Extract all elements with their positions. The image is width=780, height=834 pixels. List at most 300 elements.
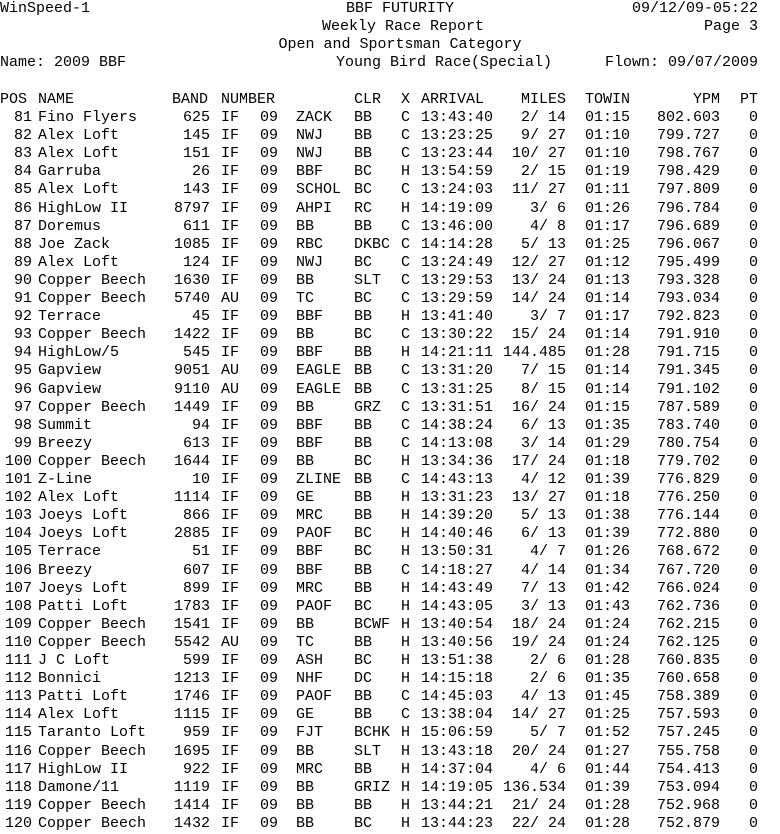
cell-type: IF <box>221 452 240 470</box>
cell-x: H <box>401 724 411 742</box>
cell-year: 09 <box>260 217 279 235</box>
cell-arrival: 13:38:04 <box>421 706 494 724</box>
cell-ypm: 796.067 <box>656 235 720 253</box>
report-header-line-3 <box>0 36 780 54</box>
cell-type: IF <box>221 652 240 669</box>
cell-towin: 01:44 <box>585 760 631 778</box>
cell-type: IF <box>221 163 240 181</box>
cell-pos: 93 <box>13 326 32 344</box>
cell-ypm: 752.879 <box>656 814 720 832</box>
cell-miles: 13/ 27 <box>511 489 566 507</box>
cell-club: PAOF <box>296 688 333 706</box>
cell-clr: BB <box>354 471 373 488</box>
cell-name: Summit <box>38 416 93 434</box>
cell-pos: 97 <box>13 398 32 416</box>
cell-club: BB <box>296 778 315 796</box>
table-row <box>0 344 780 362</box>
cell-x: H <box>401 543 411 561</box>
cell-year: 09 <box>260 271 279 289</box>
cell-ypm: 795.499 <box>656 253 720 271</box>
cell-x: C <box>401 217 411 235</box>
cell-pt: 0 <box>748 796 758 814</box>
column-x: X <box>401 91 411 108</box>
cell-clr: BB <box>354 507 373 525</box>
cell-towin: 01:17 <box>585 308 631 326</box>
cell-club: PAOF <box>296 597 333 615</box>
cell-x: C <box>401 688 411 706</box>
cell-name: Gapview <box>38 380 102 398</box>
table-row <box>0 272 780 290</box>
cell-x: H <box>401 670 411 688</box>
cell-year: 09 <box>260 434 279 452</box>
cell-club: GE <box>296 489 315 507</box>
cell-arrival: 13:24:49 <box>421 253 494 271</box>
cell-pt: 0 <box>748 217 758 235</box>
cell-pt: 0 <box>748 308 758 326</box>
cell-pt: 0 <box>748 253 758 271</box>
cell-arrival: 14:40:46 <box>421 525 494 543</box>
cell-x: H <box>401 525 411 543</box>
cell-pos: 98 <box>13 416 32 434</box>
cell-pt: 0 <box>748 543 758 561</box>
cell-year: 09 <box>260 579 279 597</box>
cell-type: IF <box>221 796 240 814</box>
cell-club: BB <box>296 398 315 416</box>
cell-towin: 01:24 <box>585 633 631 651</box>
cell-clr: BB <box>354 579 373 597</box>
cell-club: BB <box>296 271 315 289</box>
cell-clr: GRZ <box>354 398 382 416</box>
cell-club: MRC <box>296 507 324 525</box>
cell-year: 09 <box>260 525 279 543</box>
column-miles: MILES <box>520 91 566 108</box>
cell-x: C <box>401 398 411 416</box>
table-row <box>0 308 780 326</box>
cell-band: 5740 <box>173 290 210 307</box>
cell-year: 09 <box>260 308 279 326</box>
cell-pos: 114 <box>4 706 32 724</box>
cell-name: Joe Zack <box>38 235 111 253</box>
table-row <box>0 471 780 489</box>
cell-pos: 102 <box>4 489 32 507</box>
cell-ypm: 780.754 <box>656 434 720 452</box>
cell-band: 1422 <box>173 326 210 344</box>
cell-clr: GRIZ <box>354 778 391 796</box>
cell-year: 09 <box>260 199 279 217</box>
cell-pt: 0 <box>748 706 758 724</box>
cell-towin: 01:28 <box>585 814 631 832</box>
cell-x: C <box>401 271 411 289</box>
cell-arrival: 14:19:05 <box>421 778 494 796</box>
cell-pt: 0 <box>748 471 758 488</box>
cell-miles: 12/ 27 <box>511 253 566 271</box>
cell-club: NWJ <box>296 127 324 145</box>
page-number: Page 3 <box>703 18 758 35</box>
cell-x: C <box>401 109 411 126</box>
cell-arrival: 15:06:59 <box>421 724 494 742</box>
cell-type: IF <box>221 579 240 597</box>
cell-arrival: 14:45:03 <box>421 688 494 706</box>
cell-ypm: 787.589 <box>656 398 720 416</box>
column-clr: CLR <box>354 91 382 108</box>
cell-towin: 01:28 <box>585 344 631 362</box>
cell-x: H <box>401 796 411 814</box>
cell-ypm: 779.702 <box>656 452 720 470</box>
cell-club: ASH <box>296 652 324 669</box>
cell-towin: 01:26 <box>585 199 631 217</box>
cell-name: Taranto Loft <box>38 724 147 742</box>
cell-clr: BC <box>354 597 373 615</box>
cell-clr: BB <box>354 308 373 326</box>
cell-arrival: 13:23:44 <box>421 145 494 163</box>
table-row <box>0 743 780 761</box>
cell-type: IF <box>221 109 240 126</box>
cell-club: BBF <box>296 416 324 434</box>
cell-type: IF <box>221 308 240 326</box>
table-row <box>0 290 780 308</box>
cell-towin: 01:27 <box>585 742 631 760</box>
cell-band: 145 <box>182 127 210 145</box>
cell-miles: 3/ 14 <box>520 434 566 452</box>
cell-pos: 113 <box>4 688 32 706</box>
cell-clr: BCHK <box>354 724 391 742</box>
race-type: Young Bird Race(Special) <box>336 54 553 71</box>
cell-band: 1119 <box>173 778 210 796</box>
cell-pos: 89 <box>13 253 32 271</box>
cell-towin: 01:45 <box>585 688 631 706</box>
cell-towin: 01:34 <box>585 561 631 579</box>
cell-pos: 82 <box>13 127 32 145</box>
cell-name: Garruba <box>38 163 102 181</box>
cell-ypm: 791.715 <box>656 344 720 362</box>
cell-band: 10 <box>191 471 210 488</box>
report-datetime: 09/12/09-05:22 <box>631 0 758 17</box>
cell-band: 1213 <box>173 670 210 688</box>
cell-towin: 01:39 <box>585 525 631 543</box>
cell-year: 09 <box>260 380 279 398</box>
cell-pos: 115 <box>4 724 32 742</box>
cell-x: C <box>401 561 411 579</box>
cell-pt: 0 <box>748 344 758 362</box>
cell-x: H <box>401 633 411 651</box>
cell-club: EAGLE <box>296 380 342 398</box>
cell-arrival: 13:40:56 <box>421 633 494 651</box>
cell-towin: 01:12 <box>585 253 631 271</box>
cell-type: IF <box>221 543 240 561</box>
cell-ypm: 793.034 <box>656 290 720 307</box>
table-row <box>0 163 780 181</box>
cell-ypm: 754.413 <box>656 760 720 778</box>
cell-clr: BC <box>354 181 373 199</box>
cell-x: H <box>401 579 411 597</box>
cell-ypm: 757.245 <box>656 724 720 742</box>
cell-arrival: 13:44:21 <box>421 796 494 814</box>
cell-arrival: 13:34:36 <box>421 452 494 470</box>
cell-miles: 6/ 13 <box>520 416 566 434</box>
cell-arrival: 14:15:18 <box>421 670 494 688</box>
cell-arrival: 13:43:40 <box>421 109 494 126</box>
cell-miles: 4/ 13 <box>520 688 566 706</box>
cell-type: IF <box>221 706 240 724</box>
cell-ypm: 792.823 <box>656 308 720 326</box>
table-row <box>0 562 780 580</box>
cell-name: Alex Loft <box>38 253 120 271</box>
cell-pt: 0 <box>748 724 758 742</box>
cell-band: 51 <box>191 543 210 561</box>
table-row <box>0 109 780 127</box>
cell-name: J C Loft <box>38 652 111 669</box>
cell-club: BBF <box>296 163 324 181</box>
cell-clr: RC <box>354 199 373 217</box>
cell-band: 1644 <box>173 452 210 470</box>
cell-towin: 01:15 <box>585 398 631 416</box>
cell-type: IF <box>221 253 240 271</box>
cell-x: C <box>401 127 411 145</box>
cell-arrival: 13:31:23 <box>421 489 494 507</box>
cell-pt: 0 <box>748 271 758 289</box>
cell-ypm: 760.658 <box>656 670 720 688</box>
cell-ypm: 798.767 <box>656 145 720 163</box>
cell-year: 09 <box>260 561 279 579</box>
table-row <box>0 761 780 779</box>
table-row <box>0 507 780 525</box>
cell-name: HighLow II <box>38 199 129 217</box>
cell-pt: 0 <box>748 597 758 615</box>
cell-clr: BB <box>354 633 373 651</box>
cell-club: BB <box>296 452 315 470</box>
cell-type: IF <box>221 688 240 706</box>
cell-type: IF <box>221 344 240 362</box>
cell-band: 1414 <box>173 796 210 814</box>
cell-arrival: 14:18:27 <box>421 561 494 579</box>
cell-clr: BB <box>354 434 373 452</box>
table-row <box>0 670 780 688</box>
report-header-line-1 <box>0 0 780 18</box>
cell-ypm: 776.829 <box>656 471 720 488</box>
cell-band: 1746 <box>173 688 210 706</box>
cell-x: C <box>401 326 411 344</box>
cell-name: Copper Beech <box>38 615 147 633</box>
cell-band: 1541 <box>173 615 210 633</box>
cell-arrival: 14:39:20 <box>421 507 494 525</box>
cell-arrival: 13:50:31 <box>421 543 494 561</box>
cell-pt: 0 <box>748 235 758 253</box>
cell-ypm: 791.102 <box>656 380 720 398</box>
table-row <box>0 706 780 724</box>
flown-date: Flown: 09/07/2009 <box>604 54 758 71</box>
cell-arrival: 13:46:00 <box>421 217 494 235</box>
cell-miles: 5/ 7 <box>529 724 566 742</box>
cell-ypm: 752.968 <box>656 796 720 814</box>
table-row <box>0 127 780 145</box>
cell-miles: 21/ 24 <box>511 796 566 814</box>
cell-arrival: 13:31:20 <box>421 362 494 380</box>
category-title: Open and Sportsman Category <box>278 36 522 53</box>
cell-club: BB <box>296 326 315 344</box>
cell-club: MRC <box>296 760 324 778</box>
cell-clr: BB <box>354 489 373 507</box>
table-row <box>0 254 780 272</box>
cell-year: 09 <box>260 814 279 832</box>
cell-club: BB <box>296 814 315 832</box>
cell-club: MRC <box>296 579 324 597</box>
cell-miles: 11/ 27 <box>511 181 566 199</box>
cell-clr: BC <box>354 253 373 271</box>
table-row <box>0 688 780 706</box>
table-row <box>0 381 780 399</box>
column-towin: TOWIN <box>585 91 631 108</box>
cell-miles: 13/ 24 <box>511 271 566 289</box>
cell-towin: 01:39 <box>585 471 631 488</box>
cell-ypm: 793.328 <box>656 271 720 289</box>
cell-x: C <box>401 290 411 307</box>
cell-club: NHF <box>296 670 324 688</box>
cell-type: IF <box>221 561 240 579</box>
cell-type: IF <box>221 326 240 344</box>
cell-towin: 01:35 <box>585 416 631 434</box>
cell-name: Alex Loft <box>38 489 120 507</box>
cell-club: BBF <box>296 434 324 452</box>
table-row <box>0 435 780 453</box>
column-header-row <box>0 91 780 109</box>
cell-name: Breezy <box>38 434 93 452</box>
cell-year: 09 <box>260 181 279 199</box>
cell-pt: 0 <box>748 163 758 181</box>
cell-name: Fino Flyers <box>38 109 138 126</box>
cell-pos: 105 <box>4 543 32 561</box>
cell-towin: 01:42 <box>585 579 631 597</box>
cell-pos: 90 <box>13 271 32 289</box>
cell-ypm: 776.250 <box>656 489 720 507</box>
cell-ypm: 802.603 <box>656 109 720 126</box>
cell-type: AU <box>221 633 240 651</box>
cell-x: C <box>401 380 411 398</box>
cell-arrival: 14:14:28 <box>421 235 494 253</box>
cell-x: H <box>401 507 411 525</box>
cell-x: H <box>401 199 411 217</box>
cell-name: Copper Beech <box>38 326 147 344</box>
cell-x: C <box>401 434 411 452</box>
cell-pos: 108 <box>4 597 32 615</box>
cell-type: IF <box>221 145 240 163</box>
cell-name: Copper Beech <box>38 271 147 289</box>
cell-type: IF <box>221 235 240 253</box>
cell-arrival: 13:29:53 <box>421 271 494 289</box>
cell-type: IF <box>221 814 240 832</box>
cell-pos: 110 <box>4 633 32 651</box>
cell-clr: BB <box>354 688 373 706</box>
cell-year: 09 <box>260 253 279 271</box>
cell-name: Copper Beech <box>38 796 147 814</box>
cell-type: IF <box>221 217 240 235</box>
cell-pos: 119 <box>4 796 32 814</box>
cell-type: IF <box>221 398 240 416</box>
cell-club: BB <box>296 615 315 633</box>
cell-name: HighLow II <box>38 760 129 778</box>
cell-band: 613 <box>182 434 210 452</box>
cell-pt: 0 <box>748 181 758 199</box>
cell-clr: BB <box>354 217 373 235</box>
cell-band: 124 <box>182 253 210 271</box>
cell-name: Patti Loft <box>38 688 129 706</box>
cell-club: NWJ <box>296 253 324 271</box>
cell-name: Joeys Loft <box>38 507 129 525</box>
cell-pt: 0 <box>748 561 758 579</box>
cell-clr: BC <box>354 525 373 543</box>
cell-band: 607 <box>182 561 210 579</box>
cell-pt: 0 <box>748 109 758 126</box>
cell-x: H <box>401 760 411 778</box>
column-arrival: ARRIVAL <box>421 91 485 108</box>
cell-name: Alex Loft <box>38 145 120 163</box>
cell-x: C <box>401 181 411 199</box>
cell-ypm: 798.429 <box>656 163 720 181</box>
table-row <box>0 797 780 815</box>
cell-type: IF <box>221 724 240 742</box>
cell-pt: 0 <box>748 398 758 416</box>
cell-pos: 84 <box>13 163 32 181</box>
cell-ypm: 757.593 <box>656 706 720 724</box>
cell-arrival: 13:40:54 <box>421 615 494 633</box>
cell-miles: 9/ 27 <box>520 127 566 145</box>
cell-band: 26 <box>191 163 210 181</box>
column-band: BAND <box>172 91 209 108</box>
cell-x: H <box>401 742 411 760</box>
cell-pt: 0 <box>748 652 758 669</box>
cell-name: Joeys Loft <box>38 579 129 597</box>
cell-club: ZLINE <box>296 471 342 488</box>
cell-type: IF <box>221 199 240 217</box>
cell-clr: BC <box>354 452 373 470</box>
cell-miles: 7/ 15 <box>520 362 566 380</box>
cell-year: 09 <box>260 670 279 688</box>
cell-clr: BB <box>354 796 373 814</box>
cell-miles: 5/ 13 <box>520 235 566 253</box>
cell-type: IF <box>221 271 240 289</box>
table-row <box>0 145 780 163</box>
cell-ypm: 753.094 <box>656 778 720 796</box>
table-row <box>0 218 780 236</box>
cell-year: 09 <box>260 796 279 814</box>
cell-band: 8797 <box>173 199 210 217</box>
cell-pos: 116 <box>4 742 32 760</box>
cell-name: Breezy <box>38 561 93 579</box>
table-row <box>0 453 780 471</box>
cell-towin: 01:43 <box>585 597 631 615</box>
table-row <box>0 616 780 634</box>
table-row <box>0 236 780 254</box>
cell-pos: 104 <box>4 525 32 543</box>
cell-band: 94 <box>191 416 210 434</box>
cell-miles: 22/ 24 <box>511 814 566 832</box>
cell-x: C <box>401 471 411 488</box>
cell-miles: 17/ 24 <box>511 452 566 470</box>
cell-arrival: 13:43:18 <box>421 742 494 760</box>
cell-pt: 0 <box>748 290 758 307</box>
cell-year: 09 <box>260 706 279 724</box>
cell-x: C <box>401 706 411 724</box>
cell-towin: 01:14 <box>585 326 631 344</box>
cell-clr: DC <box>354 670 373 688</box>
cell-x: H <box>401 778 411 796</box>
cell-pt: 0 <box>748 145 758 163</box>
cell-pos: 85 <box>13 181 32 199</box>
app-name: WinSpeed-1 <box>0 0 91 17</box>
cell-band: 545 <box>182 344 210 362</box>
cell-band: 9051 <box>173 362 210 380</box>
cell-type: AU <box>221 290 240 307</box>
cell-miles: 3/ 7 <box>529 308 566 326</box>
